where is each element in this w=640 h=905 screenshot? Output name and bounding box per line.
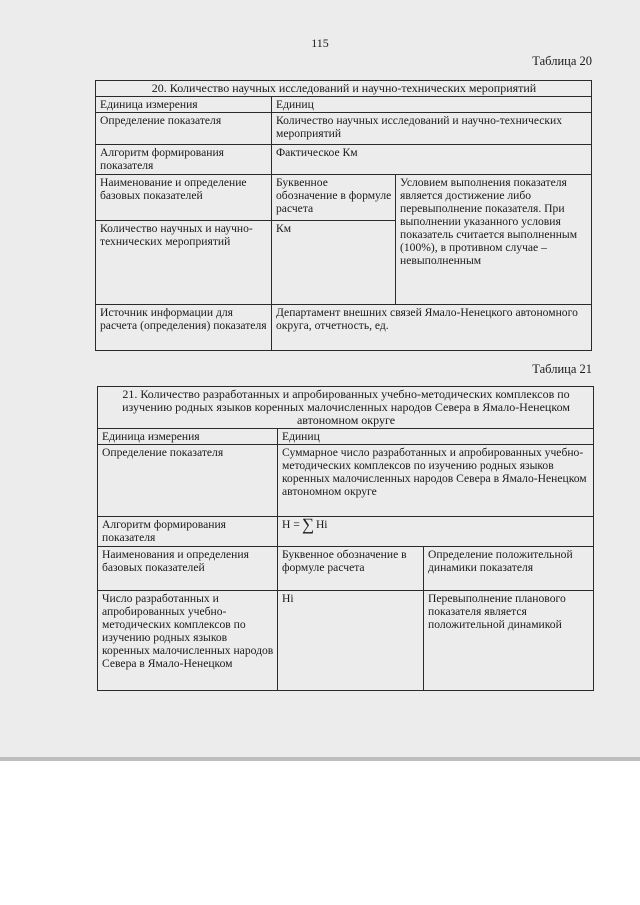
formula-lhs: Н = [282,518,300,531]
condition-text: Условием выполнения показателя является достижение либо перевыполнение показателя. При выполнении указанного условия показатель считается выполненным (100%), в противном случае – невыполненным [396,175,592,305]
page-number: 115 [311,36,329,50]
row-name: Количество научных и научно-технических мероприятий [96,221,272,305]
scan-edge [0,757,640,761]
definition-label: Определение показателя [98,445,278,517]
row-name: Число разработанных и апробированных учебно-методических комплексов по изучению родных языков коренных малочисленных народов Севера в Ямало-Ненецком [98,591,278,691]
row-symbol: Нi [278,591,424,691]
source-value: Департамент внешних связей Ямало-Ненецкого автономного округа, отчетность, ед. [272,305,592,351]
table-20 [95,80,592,351]
base-indicators-label: Наименование и определение базовых показателей [96,175,272,221]
unit-label: Единица измерения [96,97,272,113]
unit-label: Единица измерения [98,429,278,445]
formula-rhs: Нi [315,518,328,531]
symbol-header: Буквенное обозначение в формуле расчета [272,175,396,221]
algorithm-formula [278,514,594,547]
algorithm-label: Алгоритм формирования показателя [98,517,278,547]
algorithm-label: Алгоритм формирования показателя [96,145,272,175]
definition-value: Количество научных исследований и научно-технических мероприятий [272,113,592,145]
table-20-title: 20. Количество научных исследований и научно-технических мероприятий [96,81,592,97]
row-dynamics: Перевыполнение планового показателя является положительной динамикой [424,591,594,691]
source-label: Источник информации для расчета (определения) показателя [96,305,272,351]
table-21-title: 21. Количество разработанных и апробированных учебно-методических комплексов по изучению родных языков коренных малочисленных народов Севера в Ямало-Ненецком автономном округе [98,387,594,429]
symbol-header: Буквенное обозначение в формуле расчета [278,547,424,591]
row-symbol: Км [272,221,396,305]
sum-symbol: ∑ [301,514,314,534]
definition-label: Определение показателя [96,113,272,145]
unit-value: Единиц [278,429,594,445]
table-21 [97,386,594,691]
algorithm-value: Фактическое Км [272,145,592,175]
base-indicators-label: Наименования и определения базовых показателей [98,547,278,591]
unit-value: Единиц [272,97,592,113]
definition-value: Суммарное число разработанных и апробированных учебно-методических комплексов по изучению родных языков коренных малочисленных народов Севера в Ямало-Ненецком автономном округе [278,445,594,517]
dynamics-header: Определение положительной динамики показателя [424,547,594,591]
table-21-caption: Таблица 21 [532,362,592,376]
table-20-caption: Таблица 20 [532,54,592,68]
